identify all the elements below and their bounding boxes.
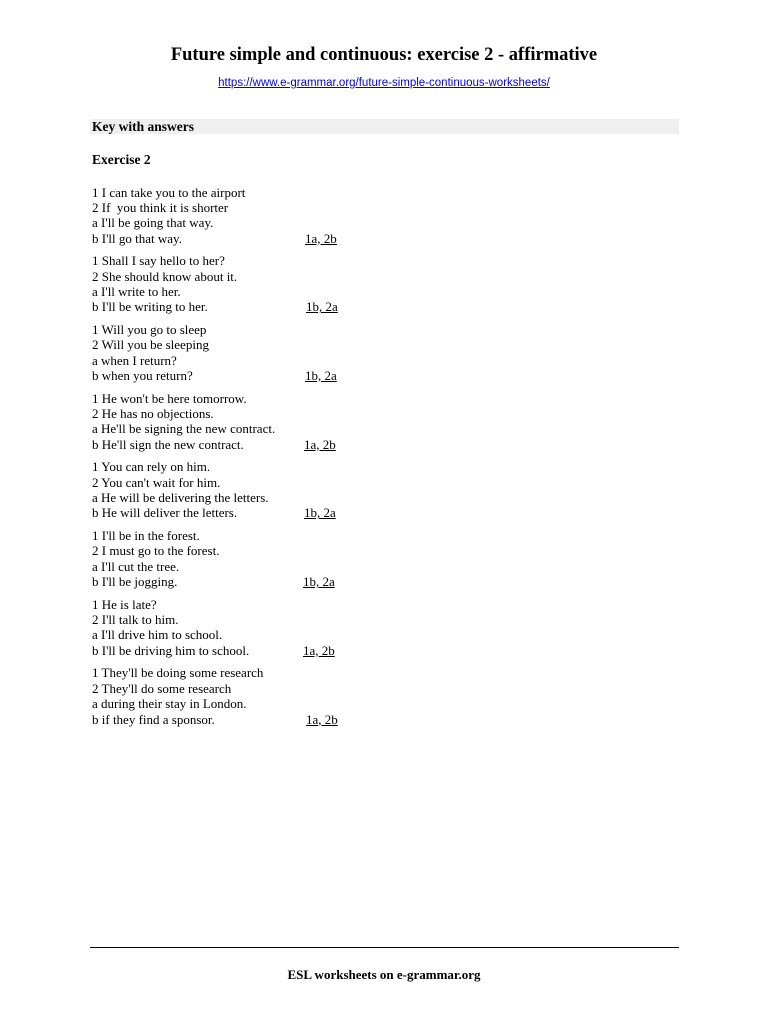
exercise-heading: Exercise 2 [92, 152, 151, 167]
item-answer: 1a, 2b [306, 711, 338, 727]
item-line: 1 I can take you to the airport [92, 184, 246, 200]
item-line: b He will deliver the letters. [92, 505, 238, 521]
item-line: b I'll be jogging. [92, 574, 178, 590]
item-answer: 1a, 2b [304, 436, 336, 452]
exercise-item-3 [92, 322, 392, 391]
item-line: b I'll go that way. [92, 230, 182, 246]
item-line: 2 She should know about it. [92, 268, 238, 284]
item-line: 1 Shall I say hello to her? [92, 253, 225, 269]
item-line: a during their stay in London. [92, 696, 247, 712]
item-line: a I'll be going that way. [92, 215, 214, 231]
exercise-items [92, 185, 392, 735]
exercise-item-6 [92, 528, 392, 597]
item-line: 2 Will you be sleeping [92, 337, 209, 353]
item-line: b if they find a sponsor. [92, 711, 215, 727]
exercise-item-5 [92, 459, 392, 528]
item-line: 1 He won't be here tomorrow. [92, 390, 247, 406]
item-line: 2 I'll talk to him. [92, 612, 179, 628]
footer-divider [90, 947, 679, 948]
item-line: 1 I'll be in the forest. [92, 527, 200, 543]
item-line: a I'll cut the tree. [92, 558, 180, 574]
item-line: a I'll drive him to school. [92, 627, 223, 643]
item-line: 2 If you think it is shorter [92, 199, 229, 215]
item-line: 2 He has no objections. [92, 405, 214, 421]
item-line: a when I return? [92, 352, 177, 368]
item-answer: 1b, 2a [303, 574, 335, 590]
item-line: b I'll be driving him to school. [92, 642, 250, 658]
item-answer: 1a, 2b [305, 230, 337, 246]
item-answer: 1b, 2a [306, 299, 338, 315]
exercise-item-8 [92, 665, 392, 734]
item-line: a I'll write to her. [92, 284, 181, 299]
item-line: 2 I must go to the forest. [92, 543, 220, 559]
item-line: 1 He is late? [92, 596, 157, 612]
exercise-item-7 [92, 597, 392, 666]
item-answer: 1b, 2a [304, 505, 336, 521]
item-line: a He will be delivering the letters. [92, 490, 269, 506]
exercise-item-4 [92, 391, 392, 460]
exercise-item-1 [92, 185, 392, 254]
item-line: 1 They'll be doing some research [92, 665, 264, 681]
key-section-label: Key with answers [92, 119, 194, 134]
item-answer: 1b, 2a [305, 368, 337, 384]
item-line: 2 You can't wait for him. [92, 474, 221, 490]
item-line: 1 You can rely on him. [92, 459, 211, 475]
item-line: a He'll be signing the new contract. [92, 421, 276, 437]
footer-text: ESL worksheets on e-grammar.org [287, 967, 481, 982]
exercise-item-2 [92, 253, 392, 322]
item-line: b He'll sign the new contract. [92, 436, 244, 452]
item-answer: 1a, 2b [303, 642, 335, 658]
worksheet-url-link[interactable]: https://www.e-grammar.org/future-simple-continuous-worksheets/ [218, 77, 550, 89]
item-line: b when you return? [92, 368, 193, 384]
item-line: 1 Will you go to sleep [92, 321, 207, 337]
page-title: Future simple and continuous: exercise 2 - affirmative [170, 45, 598, 65]
item-line: b I'll be writing to her. [92, 299, 208, 315]
item-line: 2 They'll do some research [92, 680, 232, 696]
